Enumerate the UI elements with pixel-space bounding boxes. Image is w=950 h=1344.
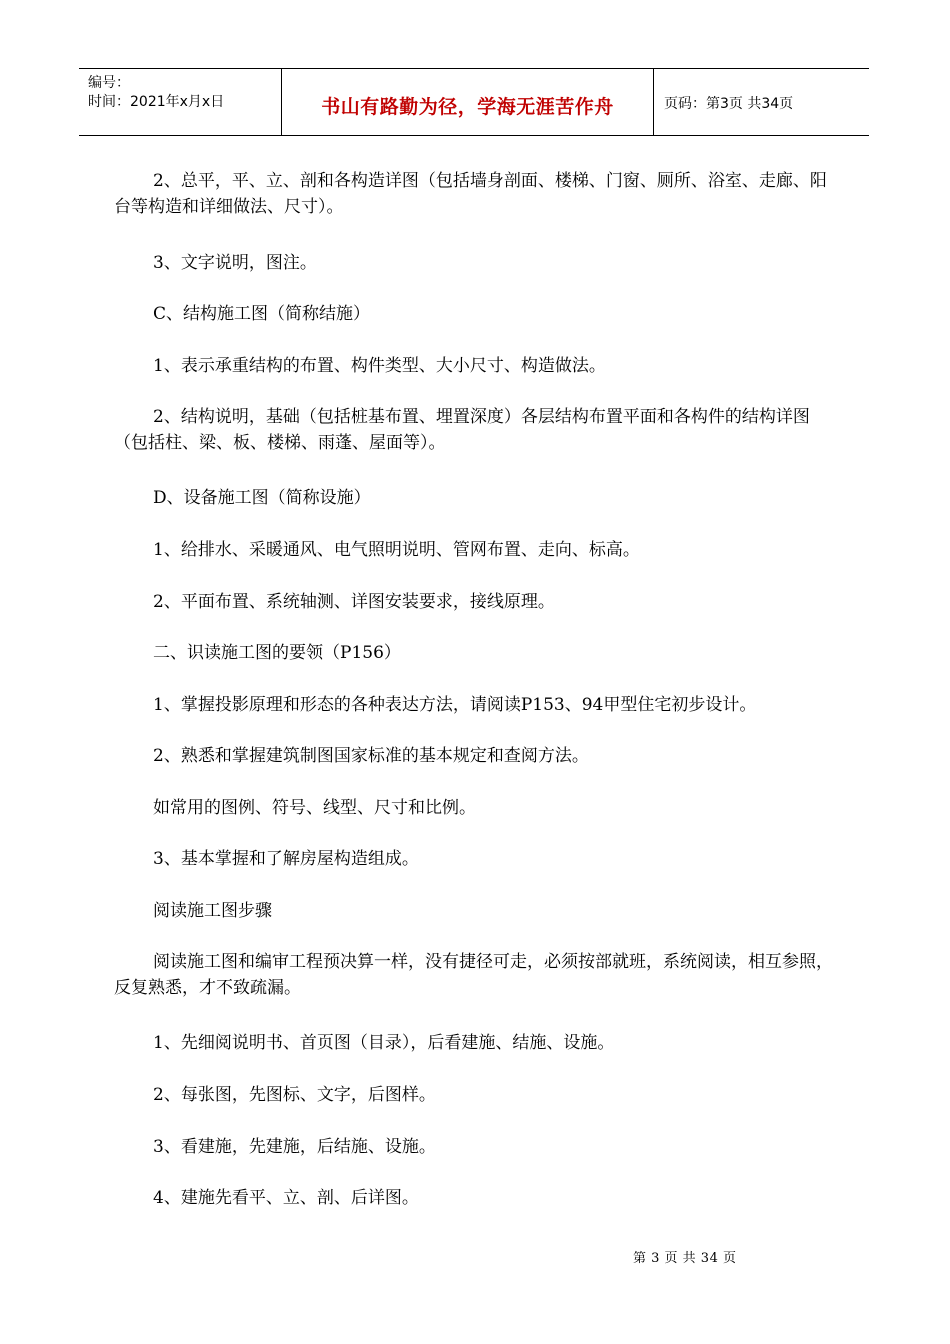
- paragraph: C、结构施工图（简称结施）: [153, 304, 371, 324]
- paragraph: 3、文字说明，图注。: [153, 253, 317, 273]
- paragraph: 2、熟悉和掌握建筑制图国家标准的基本规定和查阅方法。: [153, 746, 589, 766]
- document-code-label: 编号：: [88, 75, 130, 91]
- header-meta-cell: [79, 69, 282, 135]
- paragraph: 2、平面布置、系统轴测、详图安装要求，接线原理。: [153, 592, 555, 612]
- paragraph: D、设备施工图（简称设施）: [153, 488, 371, 508]
- paragraph: 2、总平，平、立、剖和各构造详图（包括墙身剖面、楼梯、门窗、厕所、浴室、走廊、阳台等构造和详细做法、尺寸）。: [114, 171, 827, 217]
- paragraph: 1、表示承重结构的布置、构件类型、大小尺寸、构造做法。: [153, 356, 606, 376]
- paragraph: 二、识读施工图的要领（P156）: [153, 643, 401, 663]
- paragraph: 3、基本掌握和了解房屋构造组成。: [153, 849, 419, 869]
- header-page-info: 页码：第3页 共34页: [664, 96, 794, 112]
- paragraph: 2、结构说明，基础（包括桩基布置、埋置深度）各层结构布置平面和各构件的结构详图（包括柱、梁、板、楼梯、雨蓬、屋面等）。: [114, 407, 810, 453]
- paragraph: 2、每张图，先图标、文字，后图样。: [153, 1085, 436, 1105]
- paragraph: 阅读施工图步骤: [153, 901, 272, 921]
- paragraph: 1、给排水、采暖通风、电气照明说明、管网布置、走向、标高。: [153, 540, 640, 560]
- header-motto: 书山有路勤为径，学海无涯苦作舟: [282, 69, 654, 135]
- paragraph: 1、先细阅说明书、首页图（目录），后看建施、结施、设施。: [153, 1033, 615, 1053]
- document-date-label: 时间：2021年x月x日: [88, 94, 225, 110]
- paragraph: 阅读施工图和编审工程预决算一样，没有捷径可走，必须按部就班，系统阅读，相互参照，反复熟悉，才不致疏漏。: [114, 952, 833, 998]
- paragraph: 如常用的图例、符号、线型、尺寸和比例。: [153, 798, 476, 818]
- page-footer: 第 3 页 共 34 页: [633, 1251, 737, 1266]
- paragraph: 1、掌握投影原理和形态的各种表达方法，请阅读P153、94甲型住宅初步设计。: [153, 695, 757, 715]
- paragraph: 4、建施先看平、立、剖、后详图。: [153, 1188, 419, 1208]
- paragraph: 3、看建施，先建施，后结施、设施。: [153, 1137, 436, 1157]
- document-header: [79, 68, 869, 136]
